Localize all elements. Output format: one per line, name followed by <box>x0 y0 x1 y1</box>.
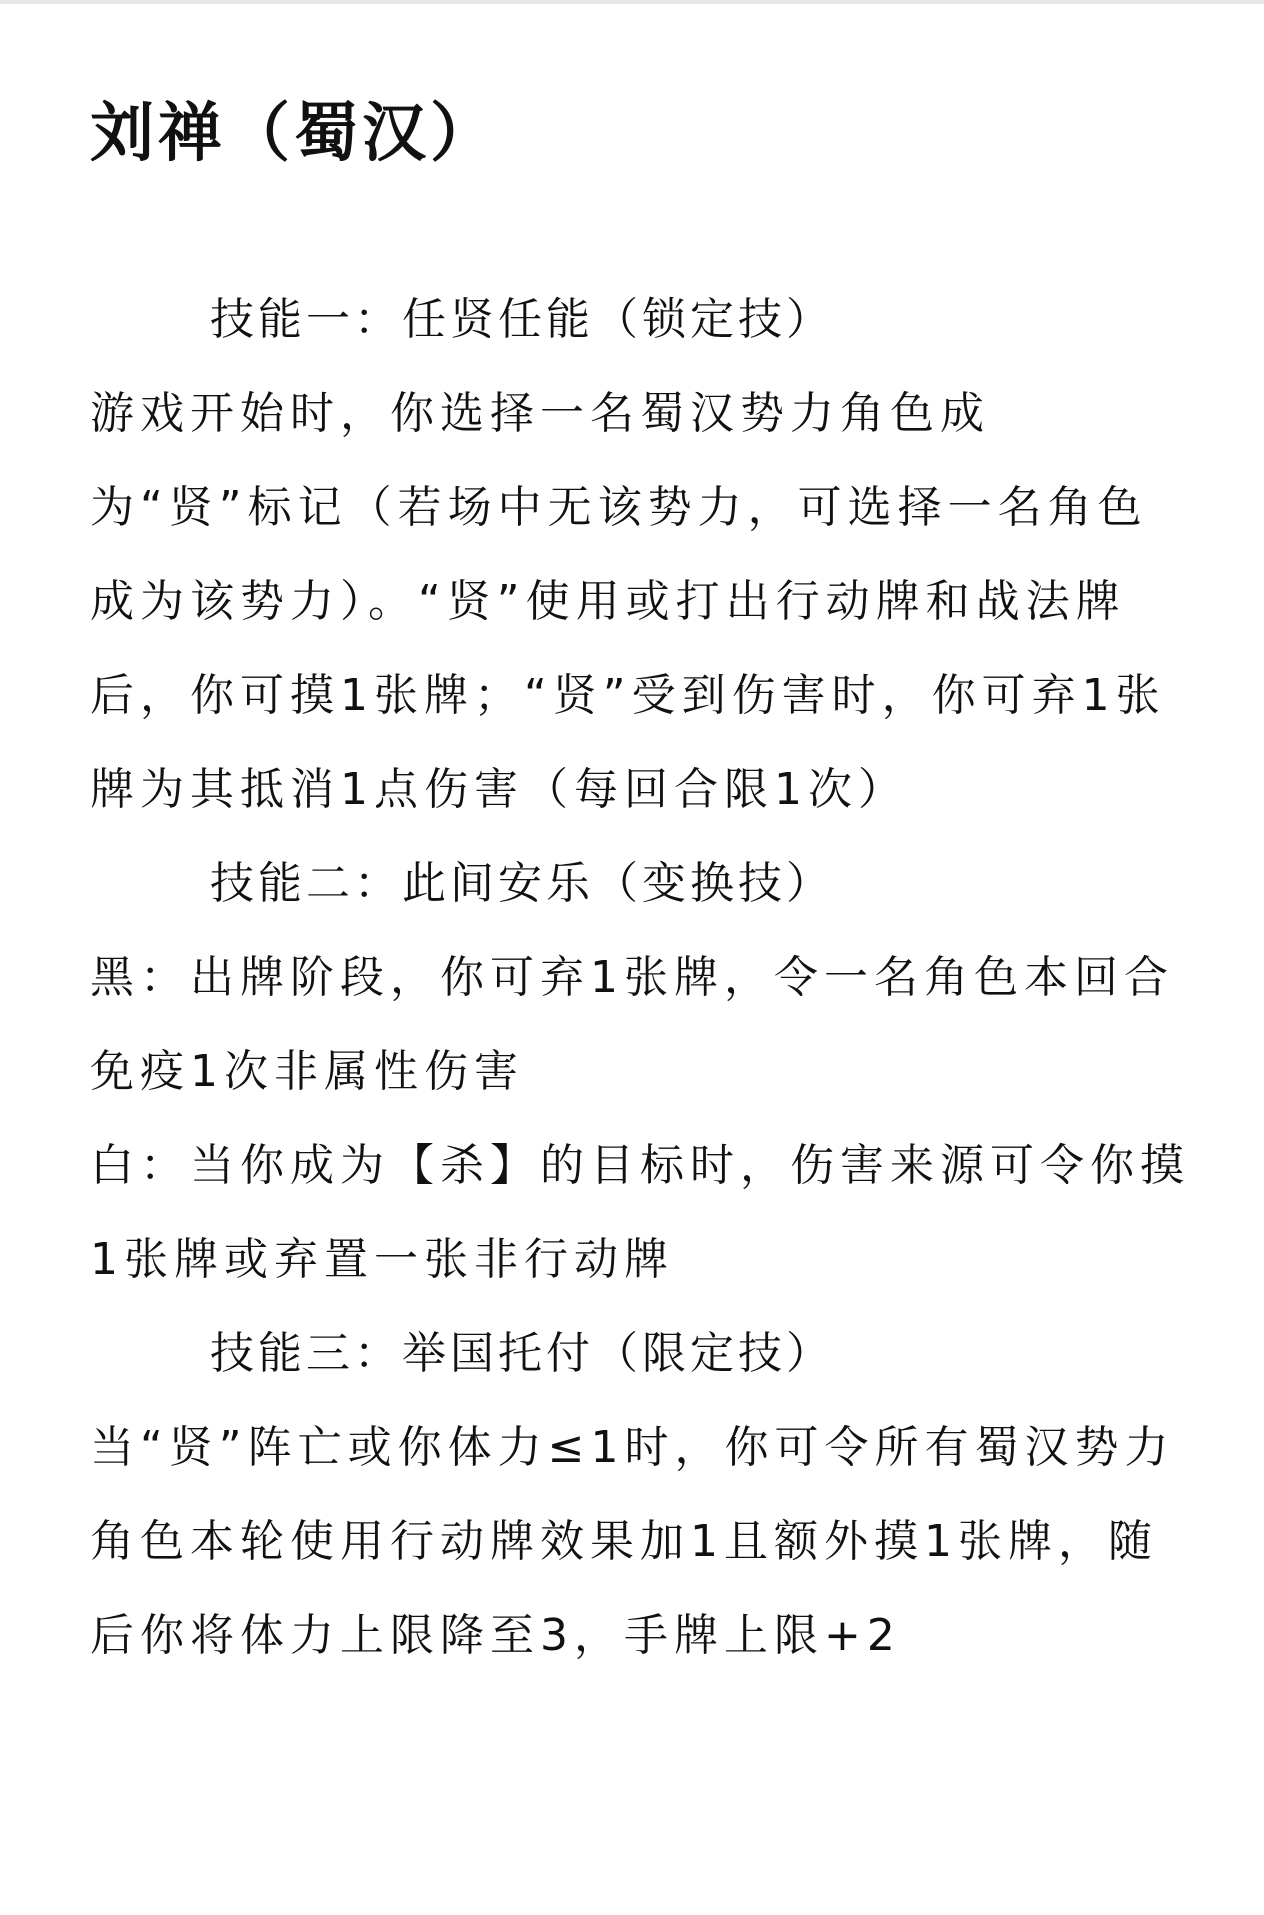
skill-3 <box>90 1307 1190 1683</box>
page-top-border <box>0 0 1264 4</box>
skill-2-black-effect: 黑：出牌阶段，你可弃1张牌，令一名角色本回合免疫1次非属性伤害 <box>90 951 1174 1097</box>
skill-2-heading: 技能二：此间安乐（变换技） <box>210 857 834 909</box>
skill-2 <box>90 837 1190 1307</box>
skills-section <box>90 273 1190 1683</box>
skill-3-heading: 技能三：举国托付（限定技） <box>210 1327 834 1379</box>
skill-1-description: 游戏开始时，你选择一名蜀汉势力角色成为“贤”标记（若场中无该势力，可选择一名角色成为该势力）。“贤”使用或打出行动牌和战法牌后，你可摸1张牌；“贤”受到伤害时，你可弃1张牌为其抵消1点伤害（每回合限1次） <box>90 387 1166 815</box>
skill-1-heading: 技能一：任贤任能（锁定技） <box>210 293 834 345</box>
skill-3-description: 当“贤”阵亡或你体力≤1时，你可令所有蜀汉势力角色本轮使用行动牌效果加1且额外摸1张牌，随后你将体力上限降至3，手牌上限+2 <box>90 1421 1175 1661</box>
skill-2-white-effect: 白：当你成为【杀】的目标时，伤害来源可令你摸1张牌或弃置一张非行动牌 <box>90 1139 1190 1285</box>
skill-1 <box>90 273 1190 837</box>
document-title: 刘禅（蜀汉） <box>90 97 498 171</box>
document-page <box>90 60 1190 1683</box>
